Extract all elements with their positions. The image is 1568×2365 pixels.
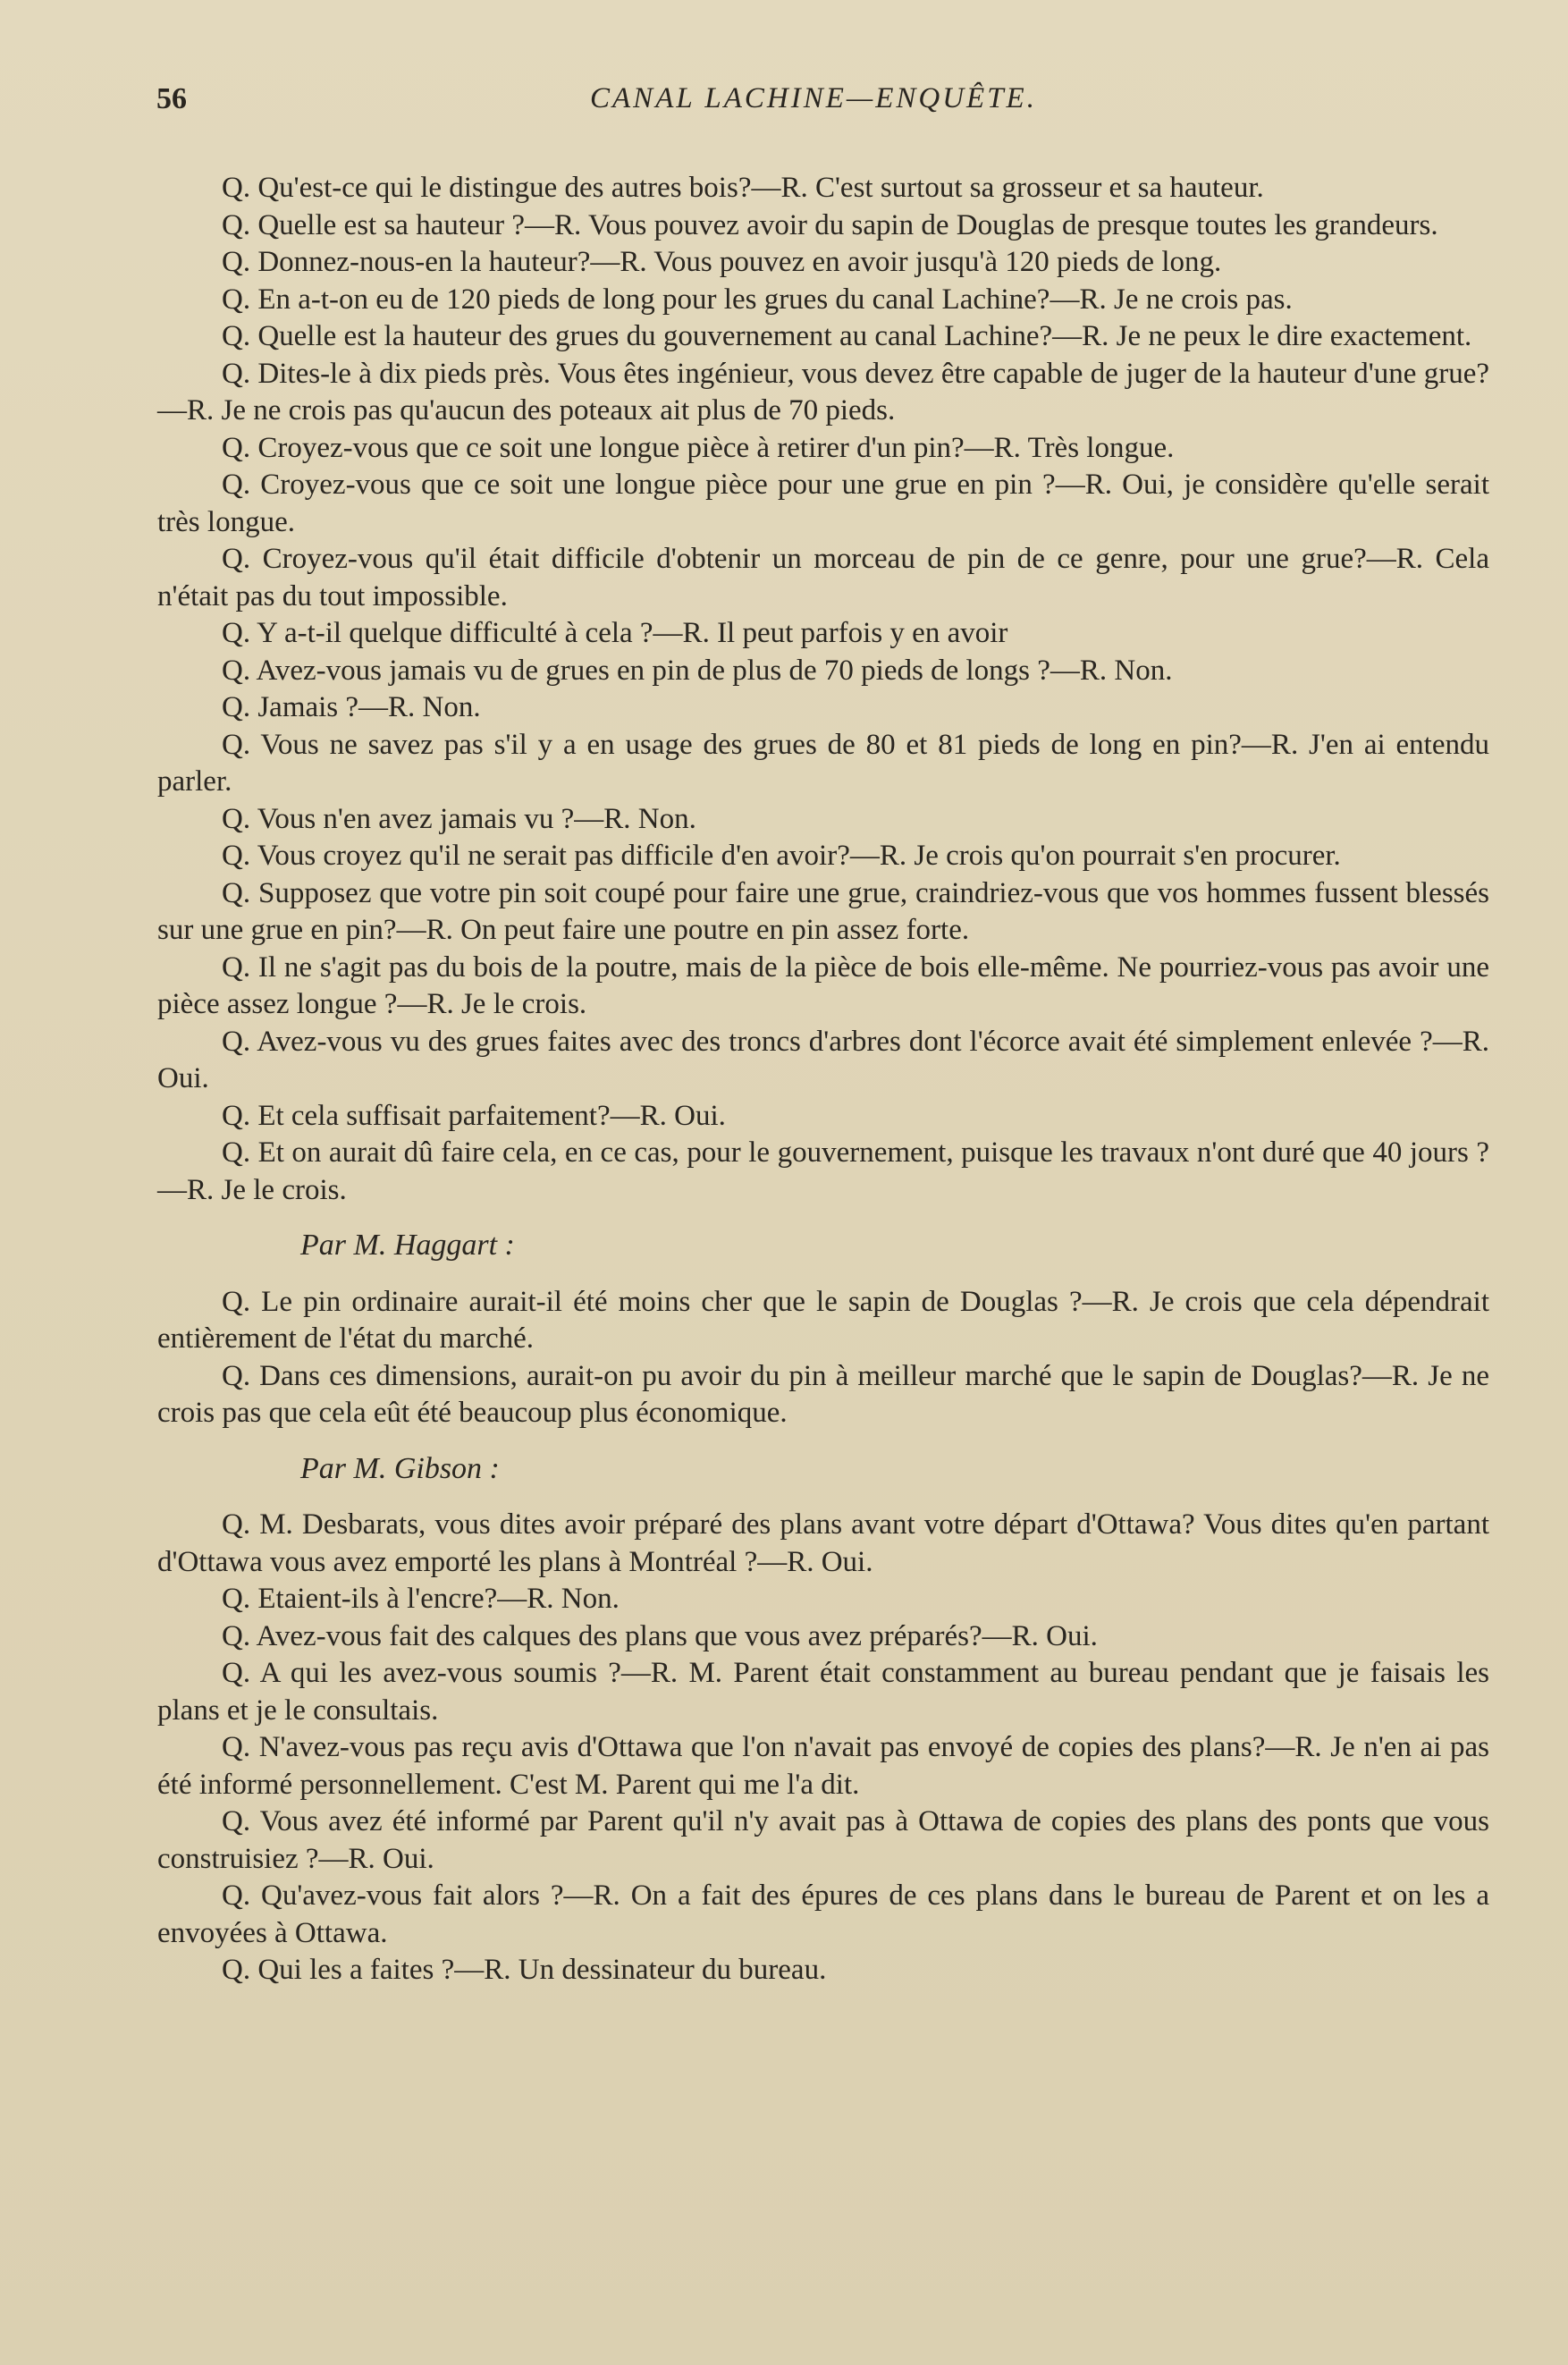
testimony-paragraph: Q. Dans ces dimensions, aurait-on pu avoir du pin à meilleur marché que le sapin de Douglas?—R. Je ne crois pas que cela eût été beaucoup plus économique. — [157, 1359, 1489, 1429]
page-number: 56 — [156, 82, 187, 115]
testimony-body — [157, 170, 1489, 1989]
testimony-paragraph: Q. Il ne s'agit pas du bois de la poutre, mais de la pièce de bois elle-même. Ne pourriez-vous pas avoir une pièce assez longue ?—R. Je le crois. — [157, 950, 1489, 1020]
testimony-paragraph: Q. M. Desbarats, vous dites avoir préparé des plans avant votre départ d'Ottawa? Vous dites qu'en partant d'Ottawa vous avez emporté les plans à Montréal ?—R. Oui. — [157, 1508, 1489, 1578]
page-header — [156, 82, 1471, 127]
testimony-paragraph: Q. Etaient-ils à l'encre?—R. Non. — [222, 1583, 620, 1615]
testimony-paragraph: Q. Qui les a faites ?—R. Un dessinateur du bureau. — [222, 1954, 827, 1986]
testimony-paragraph: Q. Qu'est-ce qui le distingue des autres bois?—R. C'est surtout sa grosseur et sa hauteur. — [222, 172, 1264, 204]
testimony-paragraph: Q. N'avez-vous pas reçu avis d'Ottawa que l'on n'avait pas envoyé de copies des plans?—R. Je n'en ai pas été informé personnellement. C'est M. Parent qui me l'a dit. — [157, 1731, 1489, 1801]
testimony-paragraph: Q. Qu'avez-vous fait alors ?—R. On a fait des épures de ces plans dans le bureau de Parent et on les a envoyées à Ottawa. — [157, 1879, 1489, 1949]
speaker-heading: Par M. Haggart : — [300, 1229, 515, 1262]
testimony-paragraph: Q. Et on aurait dû faire cela, en ce cas, pour le gouvernement, puisque les travaux n'ont duré que 40 jours ?—R. Je le crois. — [157, 1136, 1489, 1206]
testimony-paragraph: Q. Quelle est sa hauteur ?—R. Vous pouvez avoir du sapin de Douglas de presque toutes les grandeurs. — [222, 208, 1438, 241]
testimony-paragraph: Q. Le pin ordinaire aurait-il été moins cher que le sapin de Douglas ?—R. Je crois que cela dépendrait entièrement de l'état du marché. — [157, 1285, 1489, 1355]
testimony-paragraph: Q. Vous n'en avez jamais vu ?—R. Non. — [222, 802, 696, 835]
testimony-paragraph: Q. Vous ne savez pas s'il y a en usage des grues de 80 et 81 pieds de long en pin?—R. J'en ai entendu parler. — [157, 728, 1489, 798]
testimony-paragraph: Q. En a-t-on eu de 120 pieds de long pour les grues du canal Lachine?—R. Je ne crois pas. — [222, 283, 1293, 316]
testimony-paragraph: Q. Vous avez été informé par Parent qu'il n'y avait pas à Ottawa de copies des plans des ponts que vous construisiez ?—R. Oui. — [157, 1805, 1489, 1875]
testimony-paragraph: Q. Et cela suffisait parfaitement?—R. Oui. — [222, 1099, 726, 1132]
testimony-paragraph: Q. Avez-vous vu des grues faites avec des troncs d'arbres dont l'écorce avait été simplement enlevée ?—R. Oui. — [157, 1025, 1489, 1094]
speaker-heading: Par M. Gibson : — [300, 1451, 500, 1485]
testimony-paragraph: Q. A qui les avez-vous soumis ?—R. M. Parent était constamment au bureau pendant que je faisais les plans et je le consultais. — [157, 1657, 1489, 1727]
testimony-paragraph: Q. Avez-vous jamais vu de grues en pin de plus de 70 pieds de longs ?—R. Non. — [222, 654, 1173, 687]
testimony-paragraph: Q. Y a-t-il quelque difficulté à cela ?—R. Il peut parfois y en avoir — [222, 617, 1008, 649]
testimony-paragraph: Q. Avez-vous fait des calques des plans que vous avez préparés?—R. Oui. — [222, 1619, 1098, 1652]
testimony-paragraph: Q. Donnez-nous-en la hauteur?—R. Vous pouvez en avoir jusqu'à 120 pieds de long. — [222, 246, 1222, 278]
testimony-paragraph: Q. Jamais ?—R. Non. — [222, 691, 481, 723]
testimony-paragraph: Q. Croyez-vous que ce soit une longue pièce à retirer d'un pin?—R. Très longue. — [222, 431, 1175, 464]
testimony-paragraph: Q. Croyez-vous que ce soit une longue pièce pour une grue en pin ?—R. Oui, je considère qu'elle serait très longue. — [157, 469, 1489, 538]
testimony-paragraph: Q. Quelle est la hauteur des grues du gouvernement au canal Lachine?—R. Je ne peux le dire exactement. — [222, 320, 1472, 352]
testimony-paragraph: Q. Croyez-vous qu'il était difficile d'obtenir un morceau de pin de ce genre, pour une grue?—R. Cela n'était pas du tout impossible. — [157, 543, 1489, 612]
running-title: CANAL LACHINE—ENQUÊTE. — [590, 82, 1037, 114]
testimony-paragraph: Q. Supposez que votre pin soit coupé pour faire une grue, craindriez-vous que vos hommes fussent blessés sur une grue en pin?—R. On peut faire une poutre en pin assez forte. — [157, 876, 1489, 946]
testimony-paragraph: Q. Vous croyez qu'il ne serait pas difficile d'en avoir?—R. Je crois qu'on pourrait s'en procurer. — [222, 840, 1341, 872]
testimony-paragraph: Q. Dites-le à dix pieds près. Vous êtes ingénieur, vous devez être capable de juger de la hauteur d'une grue?—R. Je ne crois pas qu'aucun des poteaux ait plus de 70 pieds. — [157, 357, 1489, 427]
